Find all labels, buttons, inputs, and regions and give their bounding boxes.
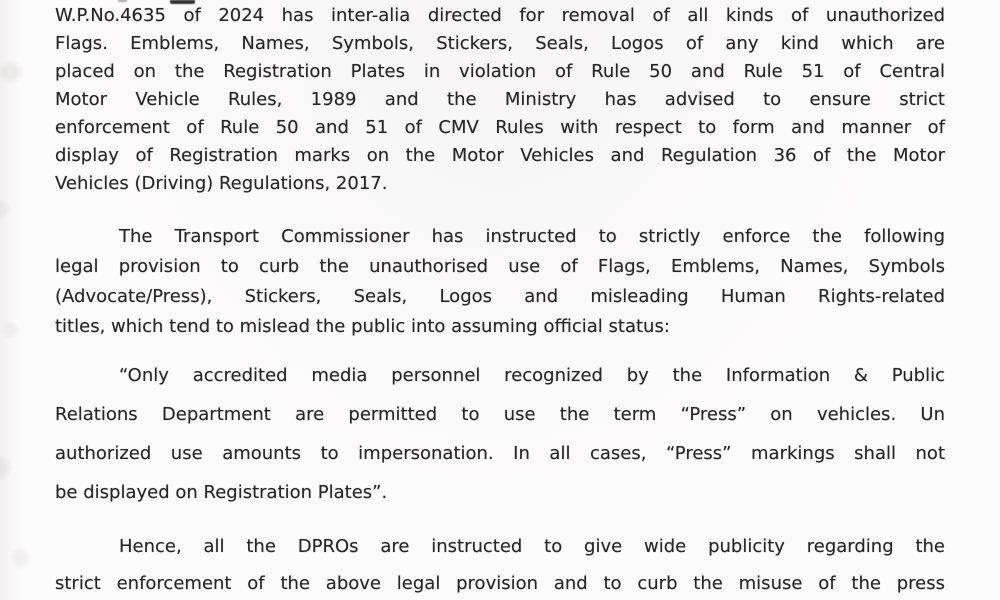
text-line: titles, which tend to mislead the public into assuming official status: (55, 316, 670, 337)
text-line: “Only accredited media personnel recognized by the Information & Public (119, 365, 945, 386)
text-line: strict enforcement of the above legal provision and to curb the misuse of the press (55, 573, 945, 594)
text-line: Flags. Emblems, Names, Symbols, Stickers, Seals, Logos of any kind which are (55, 33, 945, 54)
paragraph-transport-commissioner (55, 222, 945, 342)
text-line: enforcement of Rule 50 and 51 of CMV Rules with respect to form and manner of (55, 117, 945, 138)
text-line: display of Registration marks on the Motor Vehicles and Regulation 36 of the Motor (55, 145, 945, 166)
text-line: Vehicles (Driving) Regulations, 2017. (55, 173, 388, 194)
text-line: W.P.No.4635 of 2024 has inter-alia directed for removal of all kinds of unauthorized (55, 5, 945, 26)
text-line: authorized use amounts to impersonation. In all cases, “Press” markings shall not (55, 443, 945, 464)
text-line: The Transport Commissioner has instructed to strictly enforce the following (119, 226, 945, 247)
text-line: be displayed on Registration Plates”. (55, 482, 388, 503)
cropped-previous-line-fragment (170, 0, 195, 4)
paragraph-press-quote (55, 356, 945, 512)
paragraph-dpro-instruction (55, 528, 945, 600)
text-line: Hence, all the DPROs are instructed to give wide publicity regarding the (119, 536, 945, 557)
text-line: legal provision to curb the unauthorised use of Flags, Emblems, Names, Symbols (55, 256, 945, 277)
cropped-previous-line-fragment-small (118, 0, 127, 2)
text-line: (Advocate/Press), Stickers, Seals, Logos and misleading Human Rights-related (55, 286, 945, 307)
text-line: Motor Vehicle Rules, 1989 and the Ministry has advised to ensure strict (55, 89, 945, 110)
text-line: placed on the Registration Plates in violation of Rule 50 and Rule 51 of Central (55, 61, 945, 82)
paragraph-court-direction (55, 2, 945, 198)
text-line: Relations Department are permitted to use the term “Press” on vehicles. Un (55, 404, 945, 425)
